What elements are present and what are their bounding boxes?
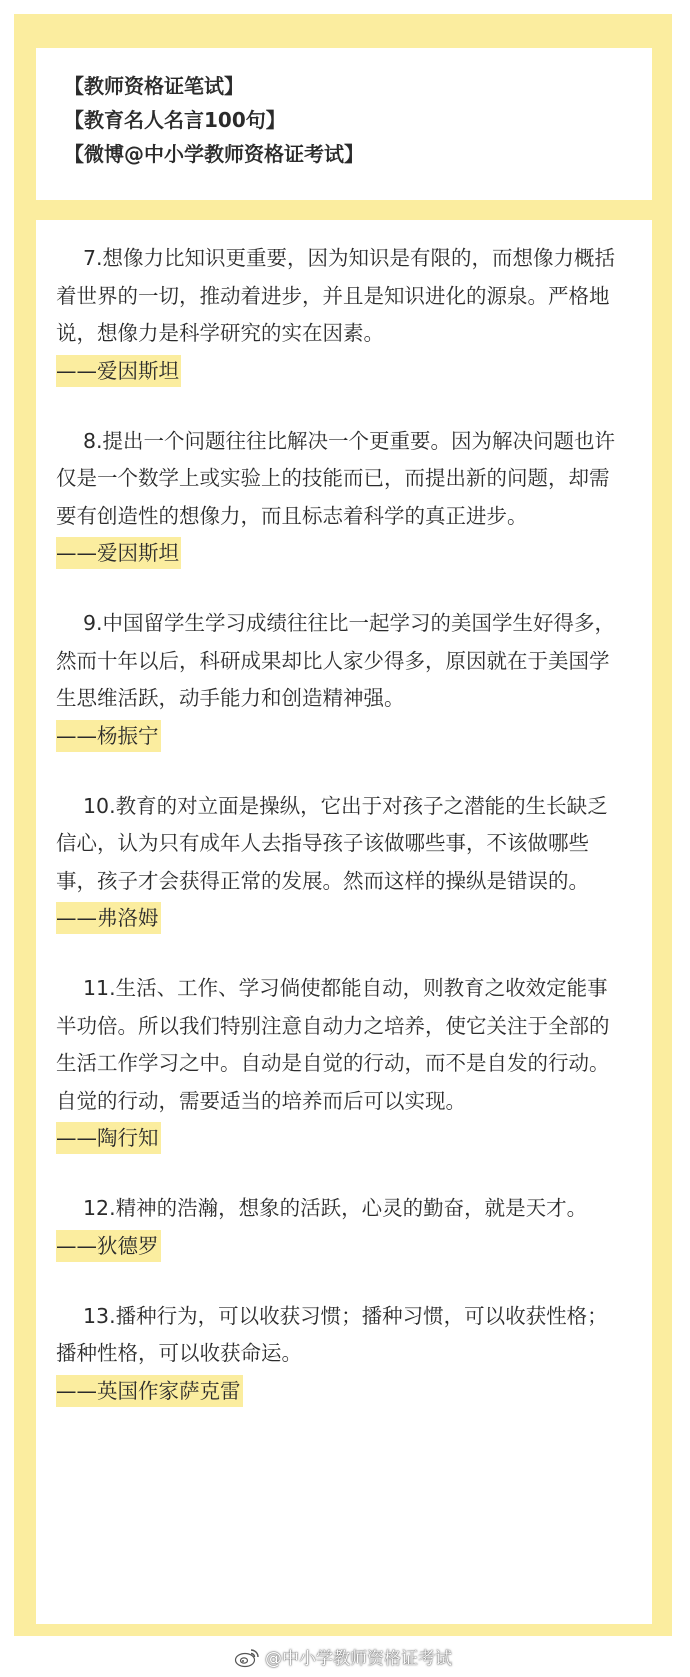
quote-author: ——杨振宁 [56, 720, 161, 752]
quote-text: 11.生活、工作、学习倘使都能自动，则教育之收效定能事半功倍。所以我们特别注意自动力之培养，使它关注于全部的生活工作学习之中。自动是自觉的行动，而不是自发的行动。自觉的行动，需要适当的培养而后可以实现。 [56, 976, 610, 1113]
quote-author: ——弗洛姆 [56, 902, 161, 934]
quote-text: 9.中国留学生学习成绩往往比一起学习的美国学生好得多，然而十年以后，科研成果却比人家少得多，原因就在于美国学生思维活跃，动手能力和创造精神强。 [56, 611, 616, 710]
quote-text: 8.提出一个问题往往比解决一个更重要。因为解决问题也许仅是一个数学上或实验上的技能而已，而提出新的问题，却需要有创造性的想像力，而且标志着科学的真正进步。 [56, 428, 616, 528]
quote-item [56, 1298, 628, 1407]
quote-author: ——英国作家萨克雷 [56, 1375, 243, 1407]
quote-item [56, 423, 628, 570]
quote-item [56, 240, 628, 387]
quote-item [56, 605, 628, 752]
header-title-3: 【微博@中小学教师资格证考试】 [64, 142, 364, 166]
quote-author: ——爱因斯坦 [56, 355, 181, 387]
weibo-icon [234, 1646, 260, 1668]
quote-author: ——爱因斯坦 [56, 537, 181, 569]
quote-item [56, 1190, 628, 1262]
quote-text: 10.教育的对立面是操纵，它出于对孩子之潜能的生长缺乏信心，认为只有成年人去指导孩子该做哪些事，不该做哪些事，孩子才会获得正常的发展。然而这样的操纵是错误的。 [56, 793, 608, 893]
quote-text: 13.播种行为，可以收获习惯；播种习惯，可以收获性格；播种性格，可以收获命运。 [56, 1303, 608, 1365]
quote-author: ——狄德罗 [56, 1230, 161, 1262]
weibo-watermark [234, 1644, 452, 1669]
watermark-text: @中小学教师资格证考试 [265, 1649, 452, 1669]
header-title-2: 【教育名人名言100句】 [64, 108, 286, 132]
header-title-1: 【教师资格证笔试】 [64, 74, 244, 98]
quote-text: 7.想像力比知识更重要，因为知识是有限的，而想像力概括着世界的一切，推动着进步，并且是知识进化的源泉。严格地说，想像力是科学研究的实在因素。 [56, 246, 616, 345]
quote-author: ——陶行知 [56, 1122, 161, 1154]
header-card [36, 48, 652, 200]
quote-text: 12.精神的浩瀚，想象的活跃，心灵的勤奋，就是天才。 [83, 1196, 588, 1220]
quote-item [56, 970, 628, 1154]
quotes-card [36, 220, 652, 1624]
quote-item [56, 788, 628, 935]
